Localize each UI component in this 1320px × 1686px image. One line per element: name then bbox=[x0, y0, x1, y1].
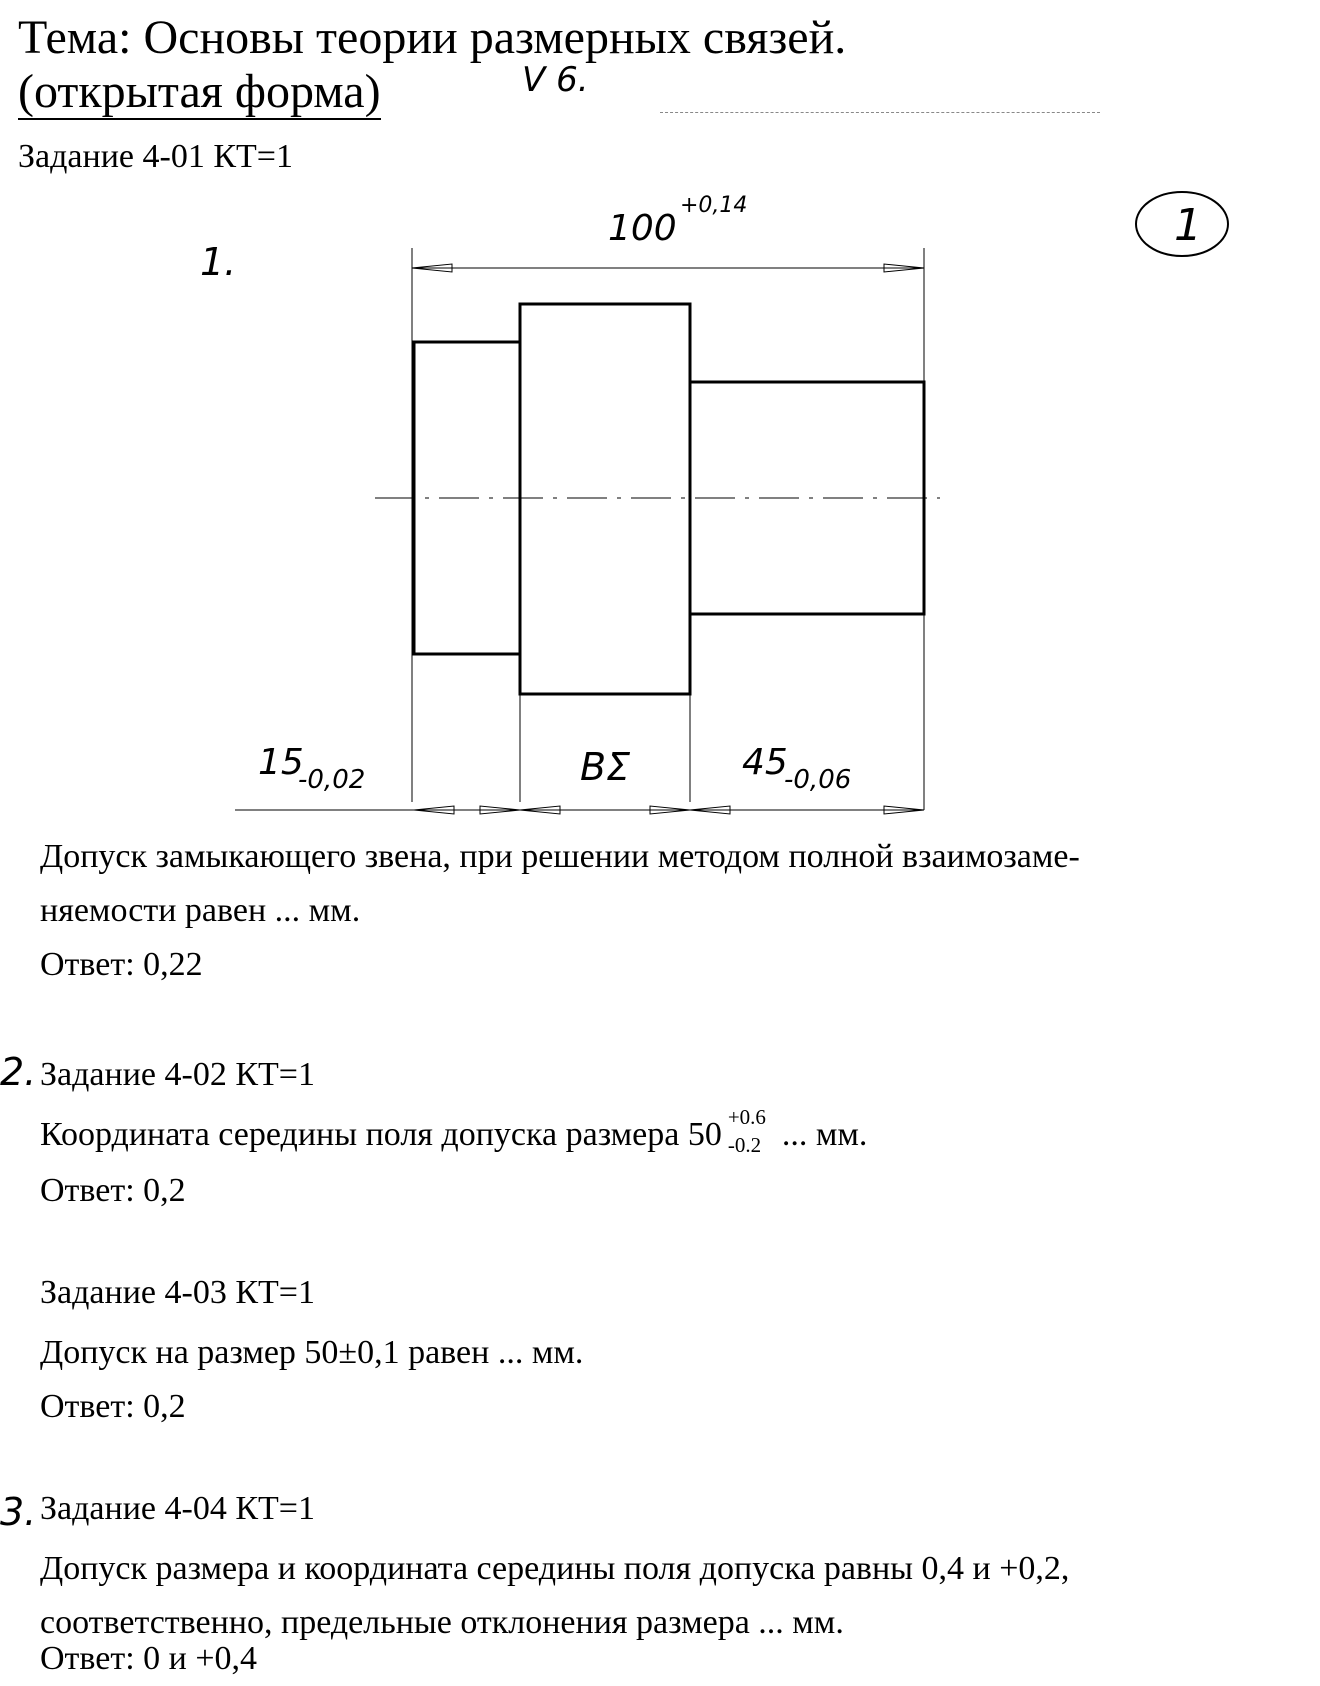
task1-question: Допуск замыкающего звена, при решении методом полной взаимозаме- bbox=[40, 838, 1080, 875]
task3-heading: Задание 4-03 КТ=1 bbox=[40, 1274, 315, 1311]
task2-answer: Ответ: 0,2 bbox=[40, 1172, 186, 1209]
circled-mark-label: 1 bbox=[1174, 200, 1202, 251]
task2-question-text: Координата середины поля допуска размера 50 bbox=[40, 1116, 722, 1153]
task1-handwritten-number: 1. bbox=[200, 240, 237, 284]
task4-heading: Задание 4-04 КТ=1 bbox=[40, 1490, 315, 1527]
task2-handwritten-number: 2. bbox=[0, 1050, 37, 1094]
task1-answer: Ответ: 0,22 bbox=[40, 946, 203, 983]
dim-right-tol: -0,06 bbox=[784, 765, 852, 795]
dim-left-label: 15 bbox=[258, 742, 304, 783]
total-dim-label: 100 bbox=[608, 208, 677, 249]
page-subtitle: (открытая форма) bbox=[18, 65, 381, 118]
tolerance-stack bbox=[726, 1105, 782, 1162]
tol-upper: +0.6 bbox=[727, 1105, 766, 1130]
task2-question bbox=[40, 1105, 868, 1162]
task3-question: Допуск на размер 50±0,1 равен ... мм. bbox=[40, 1334, 584, 1371]
dim-left-tol: -0,02 bbox=[298, 765, 366, 795]
circled-mark bbox=[1130, 182, 1240, 262]
task2-heading: Задание 4-02 КТ=1 bbox=[40, 1056, 315, 1093]
task1-heading: Задание 4-01 КТ=1 bbox=[18, 138, 293, 175]
task4-handwritten-number: 3. bbox=[0, 1490, 37, 1534]
header-rule bbox=[660, 112, 1100, 113]
task4-question-cont: соответственно, предельные отклонения размера ... мм. bbox=[40, 1604, 844, 1641]
page-title: Тема: Основы теории размерных связей. bbox=[18, 11, 847, 64]
handwritten-mark: V 6. bbox=[522, 60, 589, 100]
task2-question-suffix: ... мм. bbox=[781, 1116, 868, 1153]
dim-right-label: 45 bbox=[742, 742, 788, 783]
task3-answer: Ответ: 0,2 bbox=[40, 1388, 186, 1425]
task1-question-cont: няемости равен ... мм. bbox=[40, 892, 361, 929]
task4-answer: Ответ: 0 и +0,4 bbox=[40, 1640, 258, 1677]
task4-question: Допуск размера и координата середины поля допуска равны 0,4 и +0,2, bbox=[40, 1550, 1070, 1587]
tol-lower: -0.2 bbox=[727, 1133, 762, 1158]
shaft-drawing bbox=[220, 190, 940, 830]
shaft-step-middle bbox=[520, 304, 690, 694]
dim-mid-label: BΣ bbox=[580, 745, 631, 789]
total-dim-tol: +0,14 bbox=[680, 193, 748, 218]
